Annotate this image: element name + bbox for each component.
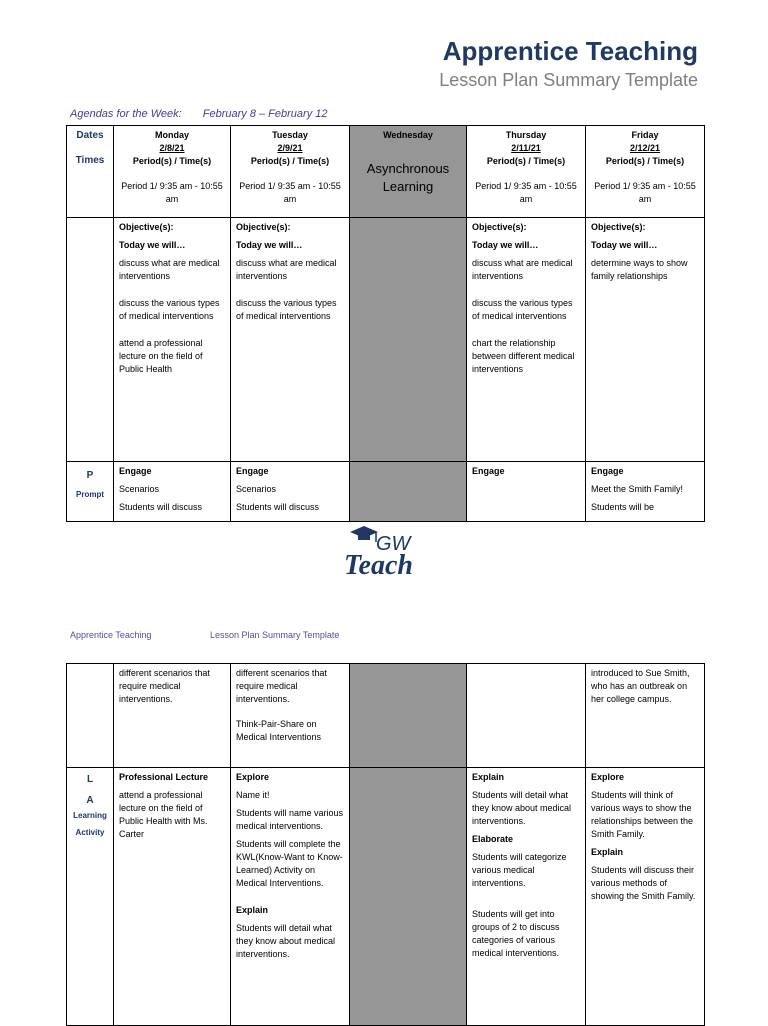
prompt-text: Students will discuss (236, 502, 320, 512)
activity-text: Students will think of various ways to show the relationships between the Smith Family. (591, 790, 694, 839)
activity-text: Students will categorize various medical interventions. (472, 852, 567, 888)
objectives-sub: Today we will… (472, 240, 539, 250)
objectives-heading: Objective(s): (472, 222, 527, 232)
objective-item: chart the relationship between different medical interventions (472, 338, 575, 374)
thursday-activity-cell (467, 768, 586, 1026)
friday-continued-cell (586, 664, 705, 768)
prompt-label-cell (67, 462, 114, 522)
prompt-head: Engage (236, 466, 269, 476)
times-label: Times (75, 155, 105, 166)
dates-times-label-cell (67, 126, 114, 218)
tuesday-activity-cell (231, 768, 350, 1026)
monday-objectives-cell (114, 218, 231, 462)
activity-head: Professional Lecture (119, 772, 209, 782)
activity-head: Explain (472, 772, 505, 782)
monday-continued-cell (114, 664, 231, 768)
prompt-text: Students will discuss (119, 502, 203, 512)
thursday-continued-cell (467, 664, 586, 768)
dates-label: Dates (76, 130, 104, 141)
day-name: Monday (154, 130, 189, 140)
day-name: Wednesday (383, 130, 433, 140)
wednesday-continued-cell (350, 664, 467, 768)
document-title: Apprentice Teaching (442, 36, 698, 66)
monday-prompt-cell (114, 462, 231, 522)
wednesday-header-cell (350, 126, 467, 218)
objective-item: discuss the various types of medical interventions (119, 298, 220, 321)
friday-header-cell (586, 126, 705, 218)
prompt-head: Engage (472, 466, 505, 476)
objective-item: discuss what are medical interventions (472, 258, 573, 281)
activity-head: Explain (591, 847, 624, 857)
footer-left: Apprentice Teaching (70, 630, 152, 640)
tuesday-continued-cell (231, 664, 350, 768)
activity-text: Name it! (236, 790, 270, 800)
day-date: 2/12/21 (629, 143, 661, 153)
document-subtitle: Lesson Plan Summary Template (439, 70, 698, 90)
continued-text: different scenarios that require medical interventions. (236, 668, 327, 704)
gw-teach-logo (342, 522, 438, 582)
learning-letter-a: A (86, 795, 94, 806)
continued-text: Think-Pair-Share on Medical Interventions (236, 719, 322, 742)
tuesday-prompt-cell (231, 462, 350, 522)
footer-right: Lesson Plan Summary Template (210, 630, 340, 640)
objective-item: determine ways to show family relationships (591, 258, 688, 281)
day-date: 2/8/21 (159, 143, 185, 153)
objectives-sub: Today we will… (119, 240, 186, 250)
continued-text: different scenarios that require medical interventions. (119, 668, 210, 704)
thursday-objectives-cell (467, 218, 586, 462)
prompt-word: Prompt (76, 490, 104, 499)
continued-text: introduced to Sue Smith, who has an outbreak on her college campus. (591, 668, 690, 704)
learning-word: Learning (73, 811, 107, 820)
thursday-header-cell (467, 126, 586, 218)
prompt-head: Engage (119, 466, 152, 476)
wednesday-activity-cell (350, 768, 467, 1026)
tuesday-objectives-cell (231, 218, 350, 462)
continued-label-cell (67, 664, 114, 768)
tuesday-header-cell (231, 126, 350, 218)
objective-item: discuss what are medical interventions (236, 258, 337, 281)
friday-prompt-cell (586, 462, 705, 522)
activity-text: Students will detail what they know about medical interventions. (236, 923, 336, 959)
objectives-sub: Today we will… (236, 240, 303, 250)
period-label: Period(s) / Time(s) (132, 156, 212, 166)
prompt-text: Scenarios (236, 484, 277, 494)
period-time: Period 1/ 9:35 am - 10:55 am (121, 181, 223, 204)
period-time: Period 1/ 9:35 am - 10:55 am (594, 181, 696, 204)
wednesday-prompt-cell (350, 462, 467, 522)
day-name: Tuesday (272, 130, 308, 140)
objective-item: discuss what are medical interventions (119, 258, 220, 281)
logo-gw-text: GW (376, 533, 411, 555)
monday-header-cell (114, 126, 231, 218)
agenda-range: February 8 – February 12 (202, 108, 328, 120)
activity-text: Students will complete the KWL(Know-Want to Know-Learned) Activity on Medical Interventions. (236, 839, 343, 888)
day-name: Friday (631, 130, 659, 140)
wednesday-objectives-cell (350, 218, 467, 462)
monday-activity-cell (114, 768, 231, 1026)
prompt-text: Meet the Smith Family! (591, 484, 684, 494)
prompt-head: Engage (591, 466, 624, 476)
activity-text: Students will discuss their various methods of showing the Smith Family. (591, 865, 696, 901)
activity-text: Students will detail what they know about medical interventions. (472, 790, 572, 826)
cap-band (358, 534, 370, 540)
period-label: Period(s) / Time(s) (486, 156, 566, 166)
lesson-plan-table-page1 (66, 125, 705, 522)
thursday-prompt-cell (467, 462, 586, 522)
objective-item: attend a professional lecture on the field of Public Health (119, 338, 203, 374)
friday-activity-cell (586, 768, 705, 1026)
activity-text: attend a professional lecture on the field of Public Health with Ms. Carter (119, 790, 208, 839)
agenda-line (70, 108, 346, 120)
friday-objectives-cell (586, 218, 705, 462)
activity-head: Elaborate (472, 834, 514, 844)
day-date: 2/11/21 (511, 143, 541, 153)
period-time: Period 1/ 9:35 am - 10:55 am (475, 181, 577, 204)
agenda-label: Agendas for the Week: (70, 108, 182, 120)
objectives-sub: Today we will… (591, 240, 658, 250)
period-label: Period(s) / Time(s) (605, 156, 685, 166)
logo-teach-text: Teach (344, 550, 413, 581)
objectives-label-cell (67, 218, 114, 462)
day-date: 2/9/21 (277, 143, 303, 153)
period-label: Period(s) / Time(s) (250, 156, 330, 166)
prompt-text: Students will be (591, 502, 655, 512)
objectives-heading: Objective(s): (119, 222, 174, 232)
activity-text: Students will name various medical interventions. (236, 808, 344, 831)
activity-text: Students will get into groups of 2 to discuss categories of various medical interventions. (472, 909, 560, 958)
activity-head: Explore (236, 772, 270, 782)
period-time: Period 1/ 9:35 am - 10:55 am (239, 181, 341, 204)
activity-word: Activity (75, 828, 105, 837)
learning-activity-label-cell (67, 768, 114, 1026)
asynchronous-note: Asynchronous Learning (366, 161, 450, 194)
lesson-plan-table-page2 (66, 663, 705, 1026)
activity-head: Explore (591, 772, 625, 782)
learning-letter-l: L (86, 774, 94, 785)
prompt-letter: P (86, 470, 94, 481)
prompt-text: Scenarios (119, 484, 160, 494)
activity-head: Explain (236, 905, 269, 915)
objectives-heading: Objective(s): (236, 222, 291, 232)
objectives-heading: Objective(s): (591, 222, 646, 232)
day-name: Thursday (505, 130, 547, 140)
objective-item: discuss the various types of medical interventions (236, 298, 337, 321)
objective-item: discuss the various types of medical interventions (472, 298, 573, 321)
